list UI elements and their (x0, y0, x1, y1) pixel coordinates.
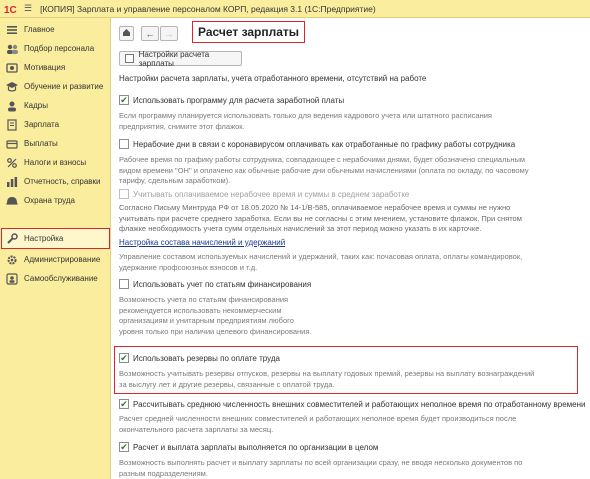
payroll-settings-button[interactable]: Настройки расчета зарплаты (119, 51, 242, 66)
org-calc-checkbox-row[interactable]: ✔ Расчет и выплата зарплаты выполняется по организации в целом (120, 441, 379, 452)
sidebar-item-main[interactable]: Главное (2, 20, 109, 39)
avg-headcount-checkbox-row[interactable]: ✔ Рассчитывать среднюю численность внешних совместителей и работающих неполное время по отработанному времени (120, 398, 586, 409)
1c-logo-icon (4, 3, 18, 15)
accruals-description: Управление составом используемых начислений и удержаний, таких как: почасовая оплата, оплаты командировок, удержание профсоюзных взносов и т.д. (119, 252, 523, 272)
people-icon (5, 42, 19, 56)
use-payroll-description: Если программу планируется использовать только для ведения кадрового учета или штатного расписания предприятия, снимите этот флажок. (119, 111, 492, 131)
avg-earnings-checkbox-row[interactable]: Учитывать оплачиваемое нерабочее время и суммы в среднем заработке (119, 189, 409, 199)
education-icon (5, 80, 19, 94)
sidebar-item-motivation[interactable]: Мотивация (2, 58, 109, 77)
reserves-description: Возможность учитывать резервы отпусков, резервы на выплату годовых премий, резервы на выплату вознаграждений за выслугу лет и другие резервы, связанные с оплатой труда. (119, 369, 535, 389)
section-heading: Настройки расчета зарплаты, учета отработанного времени, отсутствий на работе (119, 74, 427, 83)
wrench-icon (5, 232, 19, 246)
person-icon (5, 99, 19, 113)
safety-icon (5, 194, 19, 208)
reserves-checkbox-row[interactable]: ✔ Использовать резервы по оплате труда (120, 352, 280, 363)
gear-icon (5, 253, 19, 267)
funding-sources-checkbox[interactable] (119, 279, 129, 289)
sidebar-item-reports[interactable]: Отчетность, справки (2, 172, 109, 191)
funding-sources-checkbox-row[interactable]: Использовать учет по статьям финансирования (119, 279, 311, 289)
use-payroll-checkbox-row[interactable]: ✔ Использовать программу для расчета заработной платы (120, 94, 345, 105)
sidebar (0, 18, 111, 479)
sidebar-item-administration[interactable]: Администрирование (2, 250, 109, 269)
home-icon (122, 28, 131, 39)
payments-icon (5, 137, 19, 151)
avg-earnings-description: Согласно Письму Минтруда РФ от 18.05.2020 № 14-1/В-585, оплачиваемое нерабочее время и суммы не нужно учитывать при расчете среднего заработка. Если вы не согласны с этим мнением, установите флажок. При снятом флажке необходимость учета сумм отдельных начислений за этот период можно указать в их карточке. (119, 203, 522, 233)
home-button[interactable] (119, 26, 134, 41)
svg-text:1С: 1С (4, 4, 17, 14)
org-calc-checkbox[interactable]: ✔ (120, 441, 128, 452)
use-payroll-checkbox[interactable]: ✔ (120, 94, 128, 105)
accruals-settings-link[interactable]: Настройка состава начислений и удержаний (119, 238, 286, 247)
main-panel (111, 18, 590, 479)
reserves-checkbox[interactable]: ✔ (120, 352, 128, 363)
app-title: [КОПИЯ] Зарплата и управление персоналом КОРП, редакция 3.1 (1С:Предприятие) (40, 3, 376, 14)
menu-icon (5, 23, 19, 37)
funding-sources-description: Возможность учета по статьям финансирования рекомендуется использовать некоммерческим организациям и унитарным предприятиям любого уровня только при наличии целевого финансирования. (119, 295, 312, 336)
nonworking-days-checkbox-row[interactable]: Нерабочие дни в связи с коронавирусом оплачивать как отработанные по графику работы сотрудника (119, 139, 515, 149)
sidebar-item-self-service[interactable]: Самообслуживание (2, 269, 109, 288)
sidebar-item-taxes[interactable]: Налоги и взносы (2, 153, 109, 172)
nonworking-days-description: Рабочее время по графику работы сотрудника, совпадающее с нерабочими днями, будет обозначено специальным видом времени "ОН" и оплачено как обычные рабочие дни обычными начислениями (оплата по окладу, по часовому тарифу, сдельным заработком). (119, 155, 529, 185)
menu-icon[interactable]: ☰ (24, 3, 33, 13)
avg-headcount-checkbox[interactable]: ✔ (120, 398, 128, 409)
avg-earnings-checkbox[interactable] (119, 189, 129, 199)
avg-headcount-description: Расчет средней численности внешних совместителей и работающих неполное время будет производиться после окончательного расчета зарплаты за месяц. (119, 414, 517, 434)
sidebar-item-salary[interactable]: Зарплата (2, 115, 109, 134)
percent-icon (5, 156, 19, 170)
title-bar (0, 0, 590, 18)
arrow-right-icon: → (164, 28, 174, 39)
sidebar-item-payments[interactable]: Выплаты (2, 134, 109, 153)
self-service-icon (5, 272, 19, 286)
sidebar-item-hr[interactable]: Кадры (2, 96, 109, 115)
sidebar-item-education[interactable]: Обучение и развитие (2, 77, 109, 96)
back-button[interactable] (141, 26, 159, 41)
sidebar-item-recruiting[interactable]: Подбор персонала (2, 39, 109, 58)
page-title: Расчет зарплаты (192, 21, 305, 43)
arrow-left-icon: ← (145, 28, 155, 39)
motivation-icon (5, 61, 19, 75)
forward-button[interactable] (160, 26, 178, 41)
reports-icon (5, 175, 19, 189)
nonworking-days-checkbox[interactable] (119, 139, 129, 149)
sidebar-item-safety[interactable]: Охрана труда (2, 191, 109, 210)
salary-icon (5, 118, 19, 132)
settings-form-icon (125, 54, 134, 63)
sidebar-item-settings[interactable]: Настройка (2, 229, 109, 248)
org-calc-description: Возможность выполнять расчет и выплату зарплаты по всей организации сразу, не вводя несколько документов по разным подразделениям. (119, 458, 523, 478)
